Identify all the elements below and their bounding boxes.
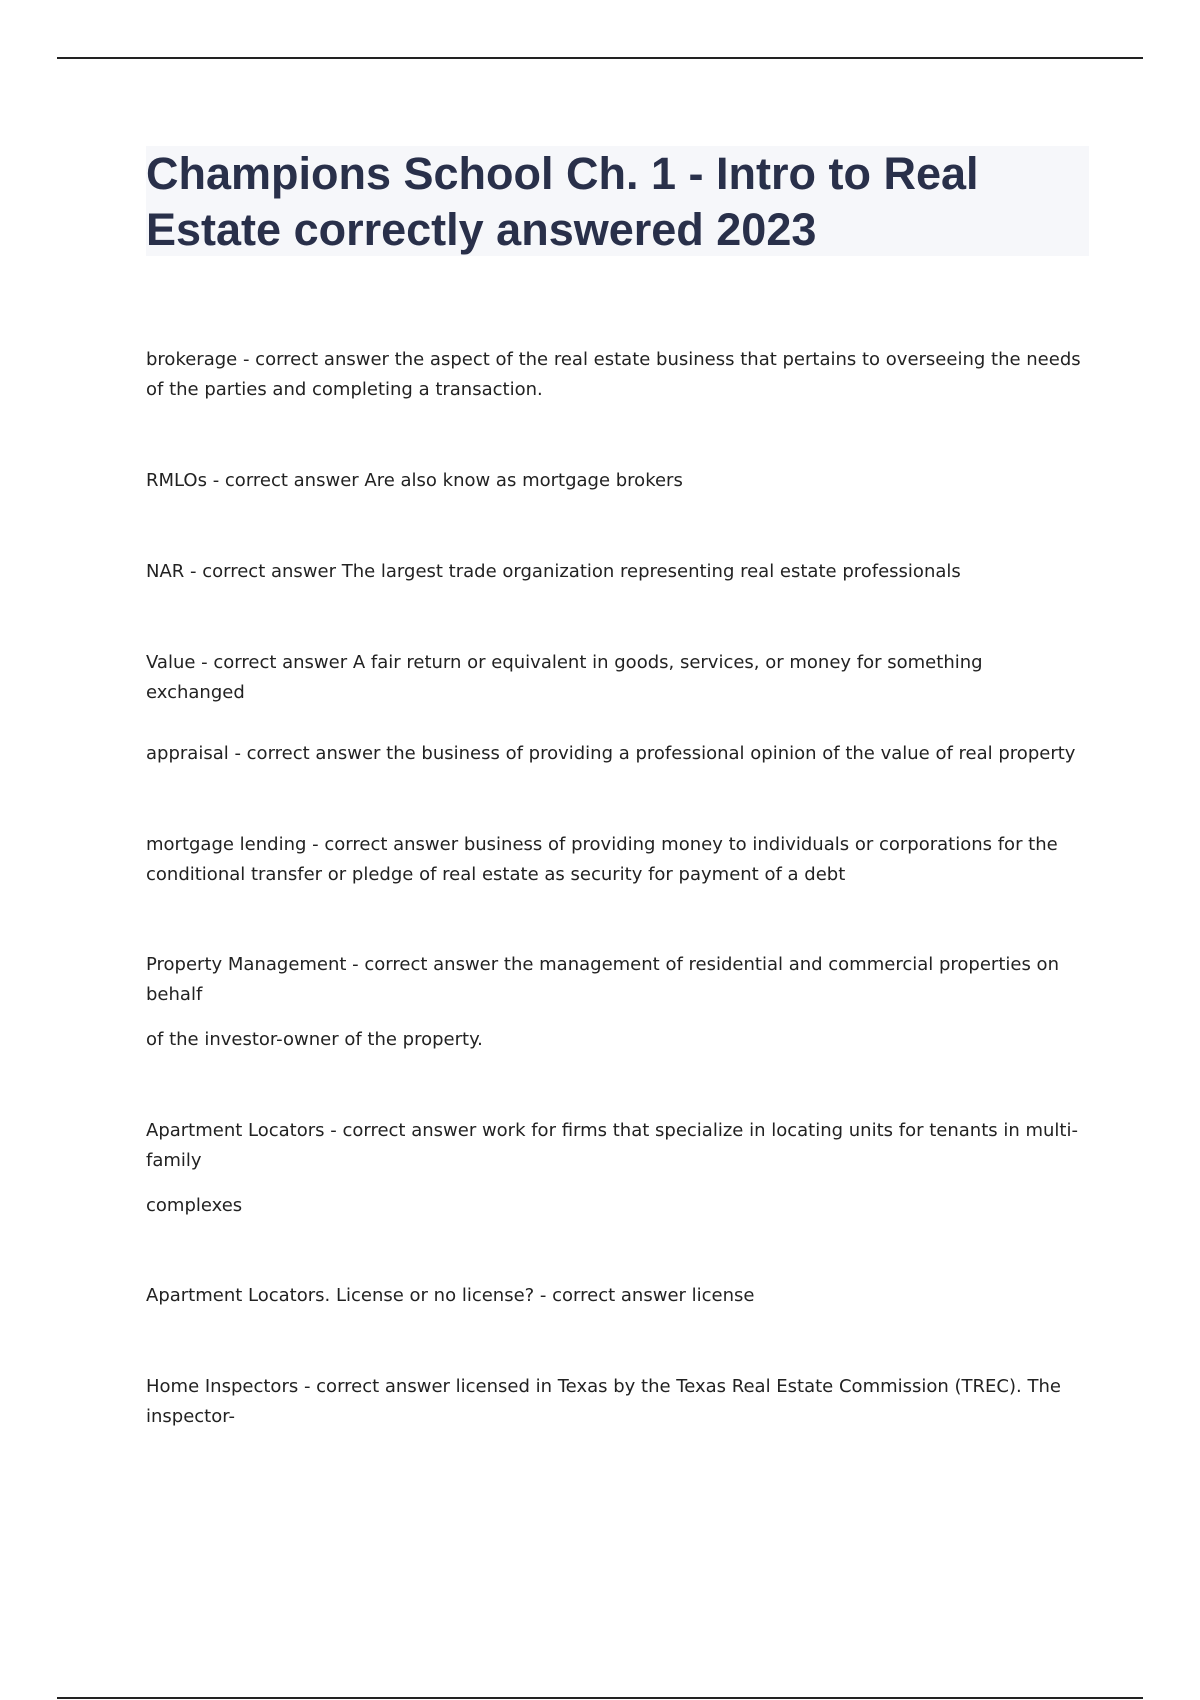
entry-apartment-locators-cont: complexes	[146, 1195, 243, 1216]
bottom-rule	[57, 1697, 1143, 1699]
document-title: Champions School Ch. 1 - Intro to Real Estate correctly answered 2023	[146, 148, 979, 255]
entry-rmlos: RMLOs - correct answer Are also know as mortgage brokers	[146, 470, 683, 491]
title-block	[146, 146, 1089, 256]
entry-appraisal: appraisal - correct answer the business of providing a professional opinion of the value of real property	[146, 743, 1076, 764]
entry-property-management-cont: of the investor-owner of the property.	[146, 1029, 483, 1050]
entry-apartment-locators-license: Apartment Locators. License or no license? - correct answer license	[146, 1285, 755, 1306]
entry-nar: NAR - correct answer The largest trade organization representing real estate professionals	[146, 561, 961, 582]
top-rule	[57, 57, 1143, 59]
entry-mortgage-lending: mortgage lending - correct answer business of providing money to individuals or corporations for the conditional transfer or pledge of real estate as security for payment of a debt	[146, 834, 1058, 885]
entry-apartment-locators: Apartment Locators - correct answer work for firms that specialize in locating units for tenants in multi-family	[146, 1120, 1078, 1171]
entry-property-management: Property Management - correct answer the management of residential and commercial properties on behalf	[146, 954, 1059, 1005]
entry-home-inspectors: Home Inspectors - correct answer licensed in Texas by the Texas Real Estate Commission (TREC). The inspector-	[146, 1376, 1061, 1427]
entry-brokerage: brokerage - correct answer the aspect of the real estate business that pertains to overseeing the needs of the parties and completing a transaction.	[146, 349, 1081, 400]
entry-value: Value - correct answer A fair return or equivalent in goods, services, or money for something exchanged	[146, 652, 983, 703]
